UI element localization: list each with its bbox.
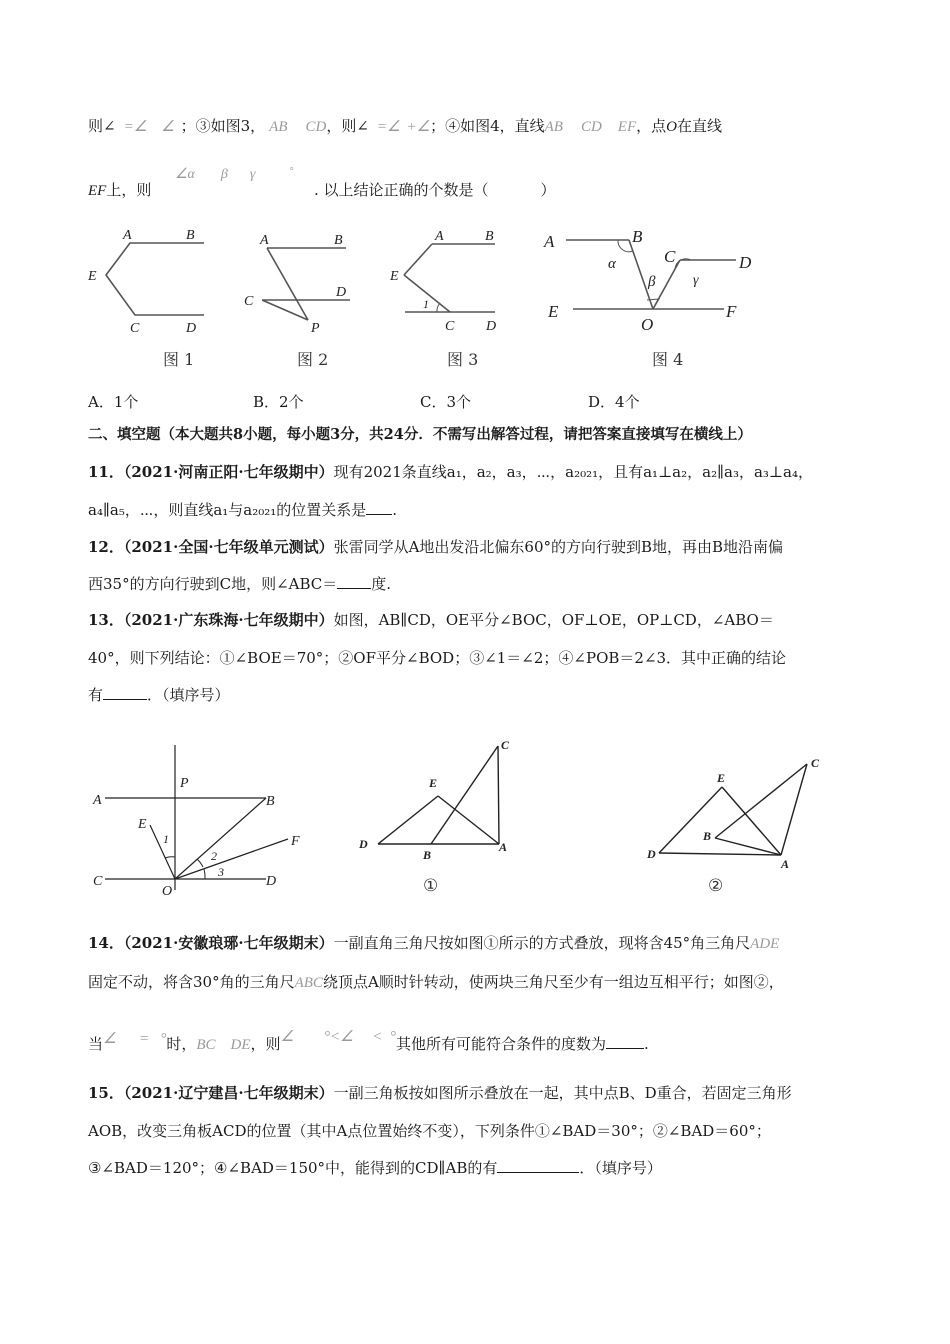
- svg-text:3: 3: [218, 865, 224, 879]
- question-text: 当: [88, 1035, 104, 1053]
- answer-blank[interactable]: [337, 574, 371, 589]
- text: ，则∠: [326, 117, 369, 135]
- svg-text:E: E: [717, 771, 726, 785]
- svg-text:D: D: [266, 874, 277, 889]
- answer-blank[interactable]: [366, 500, 392, 515]
- faint-math: ∠ = °: [103, 1031, 167, 1047]
- svg-text:B: B: [186, 228, 195, 243]
- option-d[interactable]: D．4个: [588, 393, 640, 411]
- faint-math: =∠: [376, 119, 401, 135]
- question-text: ，则: [250, 1035, 281, 1053]
- text: .: [392, 501, 398, 519]
- q14-figure-1-caption: ①: [423, 876, 439, 896]
- q11-line2: [88, 500, 397, 520]
- svg-text:E: E: [548, 302, 559, 321]
- svg-text:A: A: [260, 233, 269, 248]
- faint-math: CD: [580, 119, 602, 135]
- q15-line1: [88, 1083, 792, 1103]
- faint-math: ABC: [294, 975, 323, 991]
- text: ；④如图4，直线: [430, 117, 545, 135]
- faint-math: AB: [544, 119, 563, 135]
- question-text: ③∠BAD＝120°；④∠BAD＝150°中，能得到的CD∥AB的有: [88, 1159, 498, 1177]
- figure-3: [385, 220, 510, 340]
- question-text: AOB，改变三角板ACD的位置（其中A点位置始终不变），下列条件①∠BAD＝30°；②∠BAD＝60°；: [88, 1122, 771, 1140]
- faint-math: BC DE: [196, 1037, 251, 1053]
- svg-text:A: A: [435, 229, 444, 244]
- svg-text:E: E: [138, 817, 147, 832]
- svg-text:C: C: [244, 294, 254, 309]
- question-text: a₄∥a₅，⋯，则直线a₁与a₂₀₂₁的位置关系是: [88, 501, 367, 519]
- q14-figure-2: [645, 750, 825, 870]
- faint-math: AB: [269, 119, 288, 135]
- question-number: 15．: [88, 1084, 124, 1102]
- svg-text:B: B: [485, 229, 494, 244]
- q11-line1: [88, 462, 813, 482]
- svg-text:2: 2: [211, 849, 217, 863]
- faint-math: ∠α: [175, 167, 195, 182]
- q14-line3: [88, 1029, 649, 1055]
- figure-2-caption: 图 2: [297, 350, 329, 369]
- question-number: 13．: [88, 611, 124, 629]
- svg-text:F: F: [726, 302, 737, 321]
- text: 在直线: [676, 117, 722, 135]
- q15-line2: [88, 1121, 771, 1141]
- math-var: EF: [88, 183, 107, 199]
- svg-text:P: P: [311, 321, 320, 336]
- question-text: 现有2021条直线a₁，a₂，a₃，⋯，a₂₀₂₁，且有a₁⊥a₂，a₂∥a₃，a₃⊥a₄，: [333, 463, 813, 481]
- question-source: （2021·河南正阳·七年级期中）: [123, 463, 334, 481]
- q14-line1: [88, 933, 779, 954]
- question-text: 张雷同学从A地出发沿北偏东60°的方向行驶到B地，再由B地沿南偏: [333, 538, 784, 556]
- q10-faint-equation: [175, 165, 293, 186]
- question-text: 固定不动，将含30°角的三角尺: [88, 973, 295, 991]
- text: . 以上结论正确的个数是（: [314, 181, 489, 199]
- q12-line1: [88, 537, 783, 557]
- svg-text:C: C: [811, 756, 820, 770]
- svg-text:A: A: [123, 228, 132, 243]
- svg-text:C: C: [130, 321, 140, 336]
- q10-question-tail: [314, 180, 556, 200]
- svg-text:D: D: [739, 253, 752, 272]
- figure-4-caption: 图 4: [652, 350, 684, 369]
- answer-blank[interactable]: [497, 1158, 579, 1173]
- q13-line1: [88, 610, 774, 630]
- text: ．（填序号）: [147, 686, 230, 704]
- q10-statement-line2: [88, 180, 151, 201]
- svg-text:B: B: [266, 794, 275, 809]
- question-source: （2021·广东珠海·七年级期中）: [123, 611, 334, 629]
- question-text: 绕顶点A顺时针转动，使两块三角尺至少有一组边互相平行；如图②，: [322, 973, 784, 991]
- question-source: （2021·安徽琅琊·七年级期末）: [123, 934, 334, 952]
- svg-text:E: E: [88, 269, 97, 284]
- svg-text:O: O: [162, 884, 173, 899]
- svg-text:C: C: [664, 247, 676, 266]
- answer-blank[interactable]: [103, 685, 147, 700]
- figure-3-caption: 图 3: [447, 350, 479, 369]
- question-text: 40°，则下列结论：①∠BOE＝70°；②OF平分∠BOD；③∠1＝∠2；④∠POB＝2∠3．其中正确的结论: [88, 649, 787, 667]
- svg-text:O: O: [641, 315, 654, 334]
- q14-line2: [88, 972, 784, 993]
- q10-statement-line1: [88, 116, 722, 137]
- section-heading: 二、填空题（本大题共8小题，每小题3分，共24分．不需写出解答过程，请把答案直接填写在横线上）: [88, 426, 752, 443]
- question-text: 一副直角三角尺按如图①所示的方式叠放，现将含45°角三角尺: [333, 934, 751, 952]
- svg-text:A: A: [781, 857, 790, 871]
- svg-text:C: C: [501, 738, 510, 752]
- svg-text:P: P: [180, 776, 189, 791]
- question-text: 时，: [166, 1035, 197, 1053]
- figure-1-caption: 图 1: [163, 350, 195, 369]
- text: 则∠: [88, 117, 116, 135]
- faint-math: β: [220, 167, 228, 182]
- question-text: 其他所有可能符合条件的度数为: [395, 1035, 606, 1053]
- question-number: 11．: [88, 463, 124, 481]
- q14-figure-2-caption: ②: [708, 876, 724, 896]
- option-c[interactable]: C．3个: [420, 393, 472, 411]
- q13-line3: [88, 685, 230, 705]
- svg-text:A: A: [499, 840, 508, 854]
- faint-math: +∠: [406, 119, 431, 135]
- question-text: 有: [88, 686, 104, 704]
- svg-text:γ: γ: [693, 273, 699, 288]
- q13-figure: [88, 745, 308, 899]
- math-var: O: [666, 119, 677, 135]
- svg-text:A: A: [93, 793, 102, 808]
- faint-math: ∠ °<∠ < °: [280, 1029, 396, 1045]
- faint-math: γ: [249, 167, 256, 182]
- svg-text:B: B: [703, 829, 712, 843]
- question-number: 12．: [88, 538, 124, 556]
- figure-4: [540, 220, 765, 335]
- svg-text:B: B: [632, 227, 643, 246]
- text: ．（填序号）: [579, 1159, 662, 1177]
- svg-text:C: C: [445, 319, 455, 334]
- svg-text:β: β: [648, 274, 656, 290]
- svg-text:D: D: [486, 319, 497, 334]
- text: 上，则: [106, 181, 152, 199]
- svg-text:D: D: [647, 847, 656, 861]
- svg-text:D: D: [336, 285, 347, 300]
- svg-text:C: C: [93, 874, 103, 889]
- figure-1: [80, 220, 220, 340]
- faint-math: EF: [617, 119, 637, 135]
- svg-text:α: α: [608, 256, 616, 272]
- text: ）: [540, 181, 556, 199]
- faint-math: ADE: [750, 936, 780, 952]
- svg-text:F: F: [291, 834, 300, 849]
- q14-figure-1: [355, 735, 515, 865]
- question-number: 14．: [88, 934, 124, 952]
- faint-math: °: [289, 166, 294, 177]
- text: ，点: [636, 117, 667, 135]
- option-b[interactable]: B．2个: [253, 393, 304, 411]
- question-source: （2021·辽宁建昌·七年级期末）: [123, 1084, 334, 1102]
- svg-text:E: E: [429, 776, 438, 790]
- faint-math: CD: [305, 119, 327, 135]
- svg-text:B: B: [423, 848, 432, 862]
- question-source: （2021·全国·七年级单元测试）: [123, 538, 334, 556]
- text: 度.: [371, 575, 392, 593]
- text: ；③如图3，: [180, 117, 266, 135]
- question-text: 西35°的方向行驶到C地，则∠ABC＝: [88, 575, 338, 593]
- svg-text:B: B: [334, 233, 343, 248]
- q13-line2: [88, 648, 786, 668]
- svg-text:1: 1: [423, 297, 429, 311]
- option-a[interactable]: A．1个: [88, 393, 139, 411]
- faint-math: ∠: [161, 119, 175, 135]
- faint-math: =∠: [123, 119, 148, 135]
- svg-text:D: D: [186, 321, 197, 336]
- answer-blank[interactable]: [606, 1034, 644, 1049]
- svg-text:A: A: [544, 232, 555, 251]
- svg-text:1: 1: [163, 832, 169, 846]
- svg-text:D: D: [359, 837, 368, 851]
- text: .: [643, 1035, 649, 1053]
- question-text: 一副三角板按如图所示叠放在一起，其中点B、D重合，若固定三角形: [333, 1084, 792, 1102]
- figure-2: [238, 220, 368, 340]
- svg-text:E: E: [390, 269, 399, 284]
- q15-line3: [88, 1158, 662, 1178]
- q12-line2: [88, 574, 391, 594]
- question-text: 如图，AB∥CD，OE平分∠BOC，OF⊥OE，OP⊥CD，∠ABO＝: [333, 611, 774, 629]
